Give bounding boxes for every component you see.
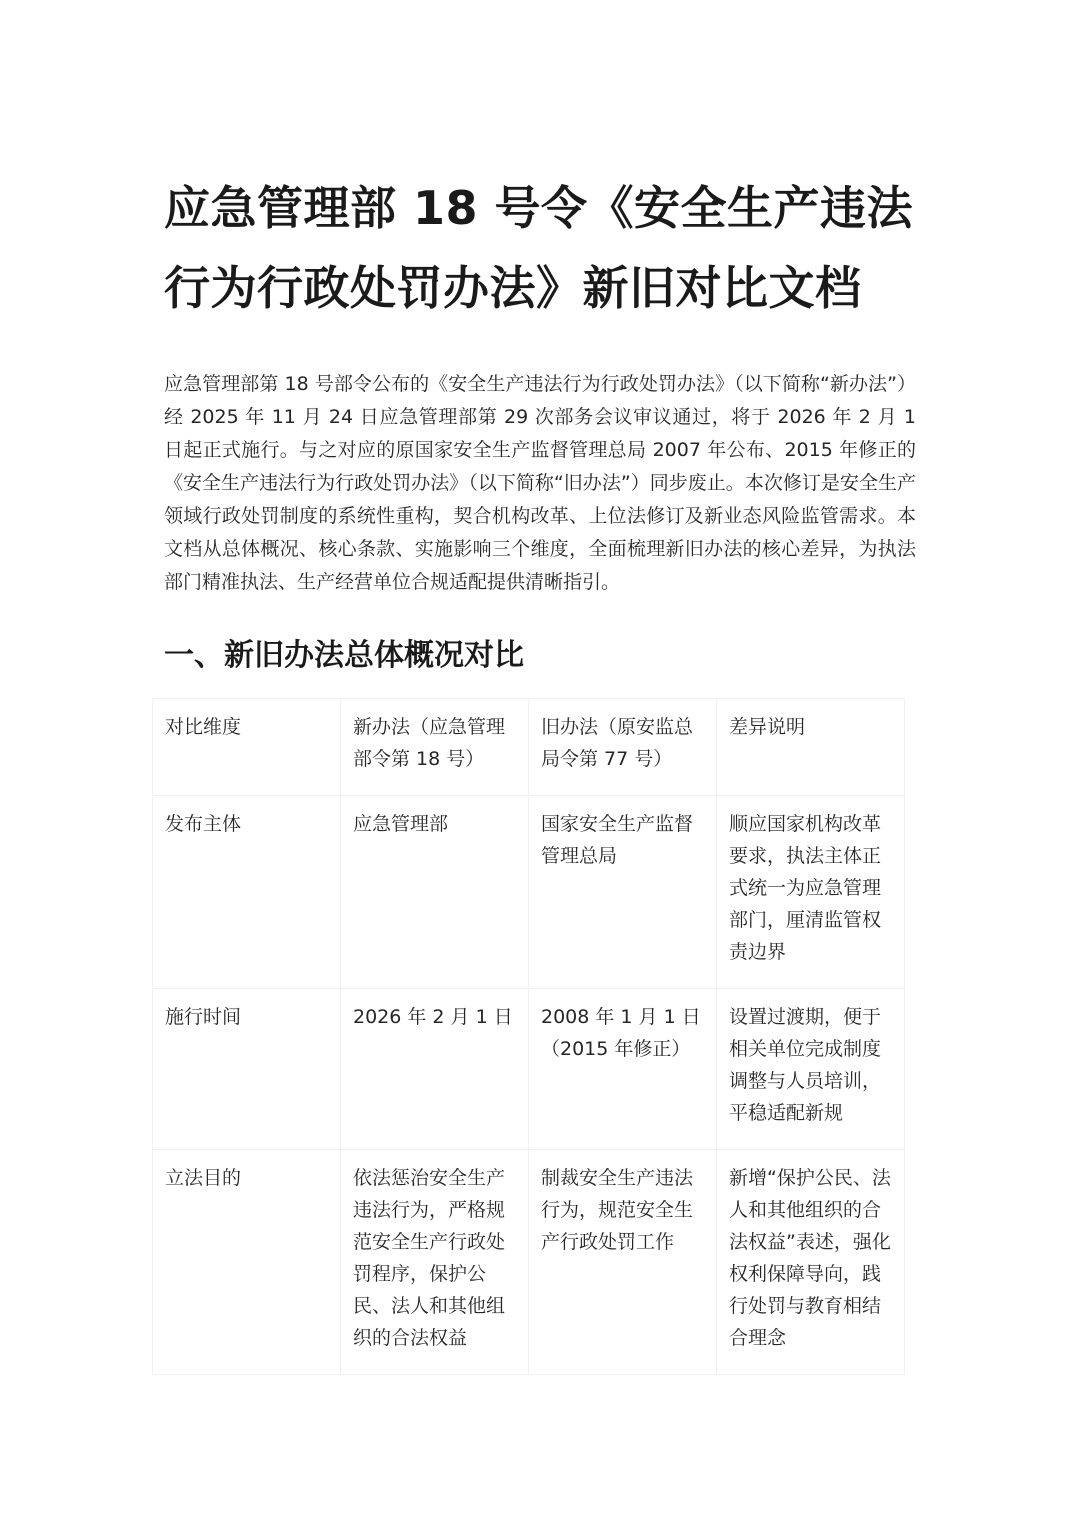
header-diff: 差异说明 [717,699,905,796]
cell-dimension: 立法目的 [153,1150,341,1375]
cell-old: 制裁安全生产违法行为，规范安全生产行政处罚工作 [529,1150,717,1375]
cell-diff: 新增“保护公民、法人和其他组织的合法权益”表述，强化权利保障导向，践行处罚与教育相结合理念 [717,1150,905,1375]
intro-paragraph: 应急管理部第 18 号部令公布的《安全生产违法行为行政处罚办法》（以下简称“新办法”）经 2025 年 11 月 24 日应急管理部第 29 次部务会议审议通过，将于 2026 年 2 月 1 日起正式施行。与之对应的原国家安全生产监督管理总局 2007 年公布、2015 年修正的《安全生产违法行为行政处罚办法》（以下简称“旧办法”）同步废止。本次修订是安全生产领域行政处罚制度的系统性重构，契合机构改革、上位法修订及新业态风险监管需求。本文档从总体概况、核心条款、实施影响三个维度，全面梳理新旧办法的核心差异，为执法部门精准执法、生产经营单位合规适配提供清晰指引。 [164,373,916,593]
cell-dimension: 发布主体 [153,796,341,989]
cell-old: 国家安全生产监督管理总局 [529,796,717,989]
cell-new: 2026 年 2 月 1 日 [341,989,529,1150]
cell-dimension: 施行时间 [153,989,341,1150]
table-row [153,796,905,989]
table-header-row [153,699,905,796]
comparison-table [152,698,905,1375]
cell-diff: 顺应国家机构改革要求，执法主体正式统一为应急管理部门，厘清监管权责边界 [717,796,905,989]
table-row [153,989,905,1150]
cell-new: 应急管理部 [341,796,529,989]
document-title: 应急管理部 18 号令《安全生产违法行为行政处罚办法》新旧对比文档 [164,181,914,315]
header-old: 旧办法（原安监总局令第 77 号） [529,699,717,796]
table-row [153,1150,905,1375]
header-dimension: 对比维度 [153,699,341,796]
cell-old: 2008 年 1 月 1 日（2015 年修正） [529,989,717,1150]
header-new: 新办法（应急管理部令第 18 号） [341,699,529,796]
cell-new: 依法惩治安全生产违法行为，严格规范安全生产行政处罚程序，保护公民、法人和其他组织的合法权益 [341,1150,529,1375]
section-heading: 一、新旧办法总体概况对比 [164,638,524,673]
cell-diff: 设置过渡期，便于相关单位完成制度调整与人员培训，平稳适配新规 [717,989,905,1150]
